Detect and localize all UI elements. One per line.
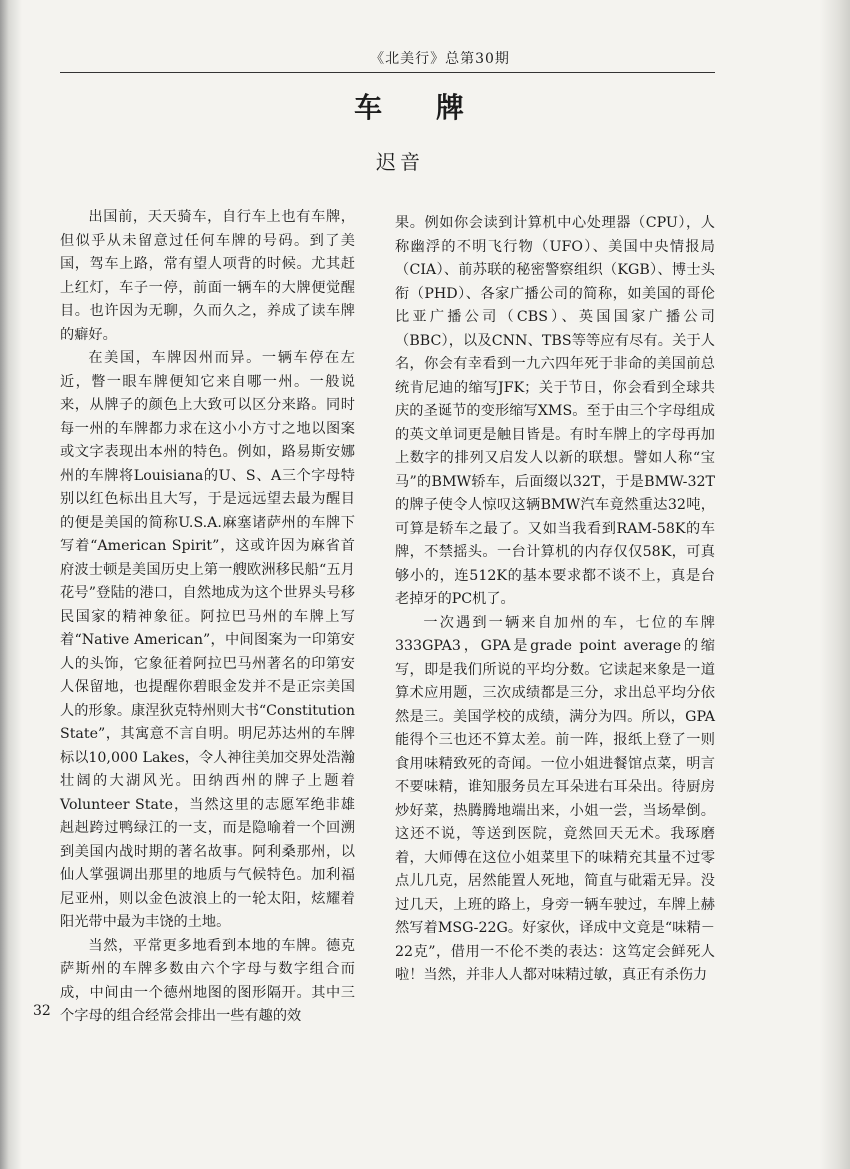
paragraph: 一次遇到一辆来自加州的车，七位的车牌333GPA3，GPA是grade point average的缩写，即是我们所说的平均分数。它读起来象是一道算术应用题，三次成绩都是三分，求出总平均分依然是三。美国学校的成绩，满分为四。所以，GPA能得个三也还不算太差。前一阵，报纸上登了一则食用味精致死的奇闻。一位小姐进餐馆点菜，明言不要味精，谁知服务员左耳朵进右耳朵出。待厨房炒好菜，热腾腾地端出来，小姐一尝，当场晕倒。这还不说，等送到医院，竟然回天无术。我琢磨着，大师傅在这位小姐菜里下的味精充其量不过零点儿几克，居然能置人死地，简直与砒霜无异。没过几天，上班的路上，身旁一辆车驶过，车牌上赫然写着MSG-22G。好家伙，译成中文竟是“味精－22克”，借用一不伦不类的表达：这笃定会鲜死人啦！当然，并非人人都对味精过敏，真正有杀伤力 [395,614,715,983]
article-author: 迟音 [376,150,424,174]
left-column [60,206,355,1029]
paragraph: 在美国，车牌因州而异。一辆车停在左近，瞥一眼车牌便知它来自哪一州。一般说来，从牌子的颜色上大致可以区分来路。同时每一州的车牌都力求在这小小方寸之地以图案或文字表现出本州的特色。例如，路易斯安娜州的车牌将Louisiana的U、S、A三个字母特别以红色标出且大写，于是远远望去最为醒目的便是美国的简称U.S.A.麻塞诸萨州的车牌下写着“American Spirit”，这或许因为麻省首府波士顿是美国历史上第一艘欧洲移民船“五月花号”登陆的港口，自然地成为这个世界头号移民国家的精神象征。阿拉巴马州的车牌上写着“Native American”，中间图案为一印第安人的头饰，它象征着阿拉巴马州著名的印第安人保留地，也提醒你碧眼金发并不是正宗美国人的形象。康涅狄克特州则大书“Constitution State”，其寓意不言自明。明尼苏达州的车牌标以10,000 Lakes，令人神往美加交界处浩瀚壮阔的大湖风光。田纳西州的牌子上题着Volunteer State，当然这里的志愿军绝非雄赳赳跨过鸭绿江的一支，而是隐喻着一个回溯到美国内战时期的著名故事。阿利桑那州，以仙人掌强调出那里的地质与气候特色。加利福尼亚州，则以金色波浪上的一轮太阳，炫耀着阳光带中最为丰饶的土地。 [60,350,355,930]
page-right-edge [820,0,850,1169]
page-number: 32 [33,1003,51,1019]
page-binding-shadow [0,0,22,1169]
paragraph-continuation: 果。例如你会读到计算机中心处理器（CPU），人称幽浮的不明飞行物（UFO）、美国中央情报局（CIA）、前苏联的秘密警察组织（KGB）、博士头衔（PHD）、各家广播公司的简称，如美国的哥伦比亚广播公司（CBS）、英国国家广播公司（BBC），以及CNN、TBS等等应有尽有。关于人名，你会有幸看到一九六四年死于非命的美国前总统肯尼迪的缩写JFK；关于节日，你会看到全球共庆的圣诞节的变形缩写XMS。至于由三个字母组成的英文单词更是触目皆是。有时车牌上的字母再加上数字的排列又启发人以新的联想。譬如人称“宝马”的BMW轿车，后面缀以32T，于是BMW-32T的牌子使令人惊叹这辆BMW汽车竟然重达32吨，可算是轿车之最了。又如当我看到RAM-58K的车牌，不禁摇头。一台计算机的内存仅仅58K，可真够小的，连512K的基本要求都不谈不上，真是台老掉牙的PC机了。 [395,215,715,607]
paragraph: 当然，平常更多地看到本地的车牌。德克萨斯州的车牌多数由六个字母与数字组合而成，中间由一个德州地图的图形隔开。其中三个字母的组合经常会排出一些有趣的效 [60,937,355,1024]
paragraph: 出国前，天天骑车，自行车上也有车牌，但似乎从未留意过任何车牌的号码。到了美国，驾车上路，常有望人项背的时候。尤其赶上红灯，车子一停，前面一辆车的大牌便觉醒目。也许因为无聊，久而久之，养成了读车牌的癖好。 [60,209,355,343]
running-head: 《北美行》总第30期 [370,51,510,67]
right-column [395,212,715,988]
header-rule [60,72,715,73]
article-title: 车 牌 [354,91,486,124]
